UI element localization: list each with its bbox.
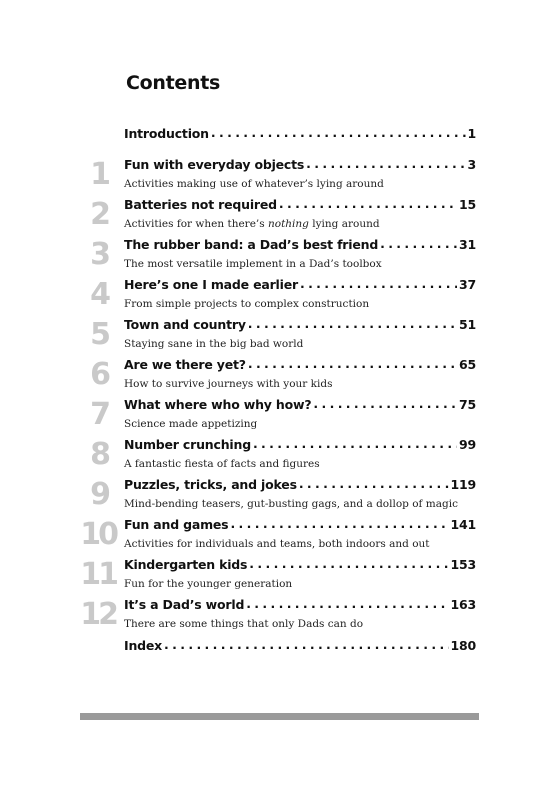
toc-entry-title: Number crunching	[124, 437, 251, 452]
chapter-number: 10	[80, 517, 116, 552]
toc-entry-page: 31	[459, 237, 476, 252]
toc-entry-chapter-10[interactable]	[124, 517, 476, 537]
toc-entry-page: 141	[450, 517, 476, 532]
chapter-subtitle: There are some things that only Dads can do	[124, 618, 364, 630]
chapter-subtitle: Science made appetizing	[124, 418, 258, 430]
chapter-subtitle: The most versatile implement in a Dad’s toolbox	[124, 258, 382, 270]
toc-entry-page: 75	[459, 397, 476, 412]
toc-entry-title: Batteries not required	[124, 197, 277, 212]
toc-entry-title: Fun with everyday objects	[124, 157, 305, 172]
chapter-number: 6	[90, 357, 108, 392]
toc-entry-page: 3	[467, 157, 476, 172]
chapter-number: 9	[90, 477, 108, 512]
toc-entry-page: 37	[459, 277, 476, 292]
toc-entry-page: 119	[450, 477, 476, 492]
toc-entry-chapter-2[interactable]	[124, 197, 476, 217]
toc-entry-page: 1	[467, 126, 476, 141]
toc-entry-chapter-6[interactable]	[124, 357, 476, 377]
toc-entry-page: 153	[450, 557, 476, 572]
chapter-number: 1	[90, 157, 108, 192]
toc-entry-chapter-1[interactable]	[124, 157, 476, 177]
toc-entry-page: 163	[450, 597, 476, 612]
chapter-subtitle: A fantastic fiesta of facts and figures	[124, 458, 320, 470]
chapter-subtitle: Activities making use of whatever’s lying around	[124, 178, 384, 190]
toc-entry-page: 180	[450, 638, 476, 653]
toc-entry-title: Kindergarten kids	[124, 557, 248, 572]
toc-entry-chapter-5[interactable]	[124, 317, 476, 337]
dot-leader	[313, 396, 457, 411]
dot-leader	[306, 156, 465, 171]
toc-entry-title: Index	[124, 638, 163, 653]
footer-rule	[80, 713, 479, 720]
toc-entry-title: Town and country	[124, 317, 246, 332]
page-title: Contents	[126, 72, 221, 94]
chapter-subtitle-part: lying around	[308, 218, 380, 230]
toc-entry-chapter-12[interactable]	[124, 597, 476, 617]
toc-entry-chapter-9[interactable]	[124, 477, 476, 497]
chapter-subtitle: Fun for the younger generation	[124, 578, 293, 590]
dot-leader	[248, 356, 457, 371]
dot-leader	[279, 196, 457, 211]
chapter-subtitle	[124, 218, 484, 230]
chapter-number: 7	[90, 397, 108, 432]
toc-entry-chapter-11[interactable]	[124, 557, 476, 577]
chapter-number: 11	[80, 557, 116, 592]
toc-entry-page: 51	[459, 317, 476, 332]
dot-leader	[248, 316, 457, 331]
dot-leader	[299, 476, 449, 491]
chapter-number: 2	[90, 197, 108, 232]
dot-leader	[249, 556, 448, 571]
chapter-number: 3	[90, 237, 108, 272]
dot-leader	[230, 516, 448, 531]
toc-entry-title: Fun and games	[124, 517, 229, 532]
toc-entry-chapter-7[interactable]	[124, 397, 476, 417]
chapter-number: 12	[80, 597, 116, 632]
toc-entry-title: It’s a Dad’s world	[124, 597, 245, 612]
toc-entry-title: Puzzles, tricks, and jokes	[124, 477, 297, 492]
toc-entry-chapter-8[interactable]	[124, 437, 476, 457]
chapter-subtitle-emphasis: nothing	[267, 218, 309, 230]
chapter-subtitle: Staying sane in the big bad world	[124, 338, 304, 350]
toc-entry-title: The rubber band: a Dad’s best friend	[124, 237, 379, 252]
dot-leader	[300, 276, 457, 291]
toc-entry-page: 15	[459, 197, 476, 212]
toc-entry-chapter-4[interactable]	[124, 277, 476, 297]
chapter-subtitle: From simple projects to complex construction	[124, 298, 370, 310]
toc-entry-title: Are we there yet?	[124, 357, 246, 372]
toc-entry-title: Here’s one I made earlier	[124, 277, 298, 292]
toc-entry-title: Introduction	[124, 126, 209, 141]
toc-entry-title: What where who why how?	[124, 397, 312, 412]
dot-leader	[246, 596, 448, 611]
toc-entry-page: 99	[459, 437, 476, 452]
dot-leader	[164, 637, 448, 652]
chapter-subtitle: Activities for individuals and teams, both indoors and out	[124, 538, 430, 550]
toc-entry-page: 65	[459, 357, 476, 372]
chapter-number: 4	[90, 277, 108, 312]
chapter-number: 8	[90, 437, 108, 472]
dot-leader	[380, 236, 457, 251]
dot-leader	[253, 436, 457, 451]
chapter-subtitle: How to survive journeys with your kids	[124, 378, 333, 390]
toc-entry-introduction[interactable]	[124, 126, 476, 146]
chapter-subtitle: Mind-bending teasers, gut-busting gags, and a dollop of magic	[124, 498, 458, 510]
dot-leader	[211, 125, 466, 140]
toc-entry-index[interactable]	[124, 638, 476, 658]
chapter-number: 5	[90, 317, 108, 352]
chapter-subtitle-part: Activities for when there’s	[124, 218, 268, 230]
toc-entry-chapter-3[interactable]	[124, 237, 476, 257]
